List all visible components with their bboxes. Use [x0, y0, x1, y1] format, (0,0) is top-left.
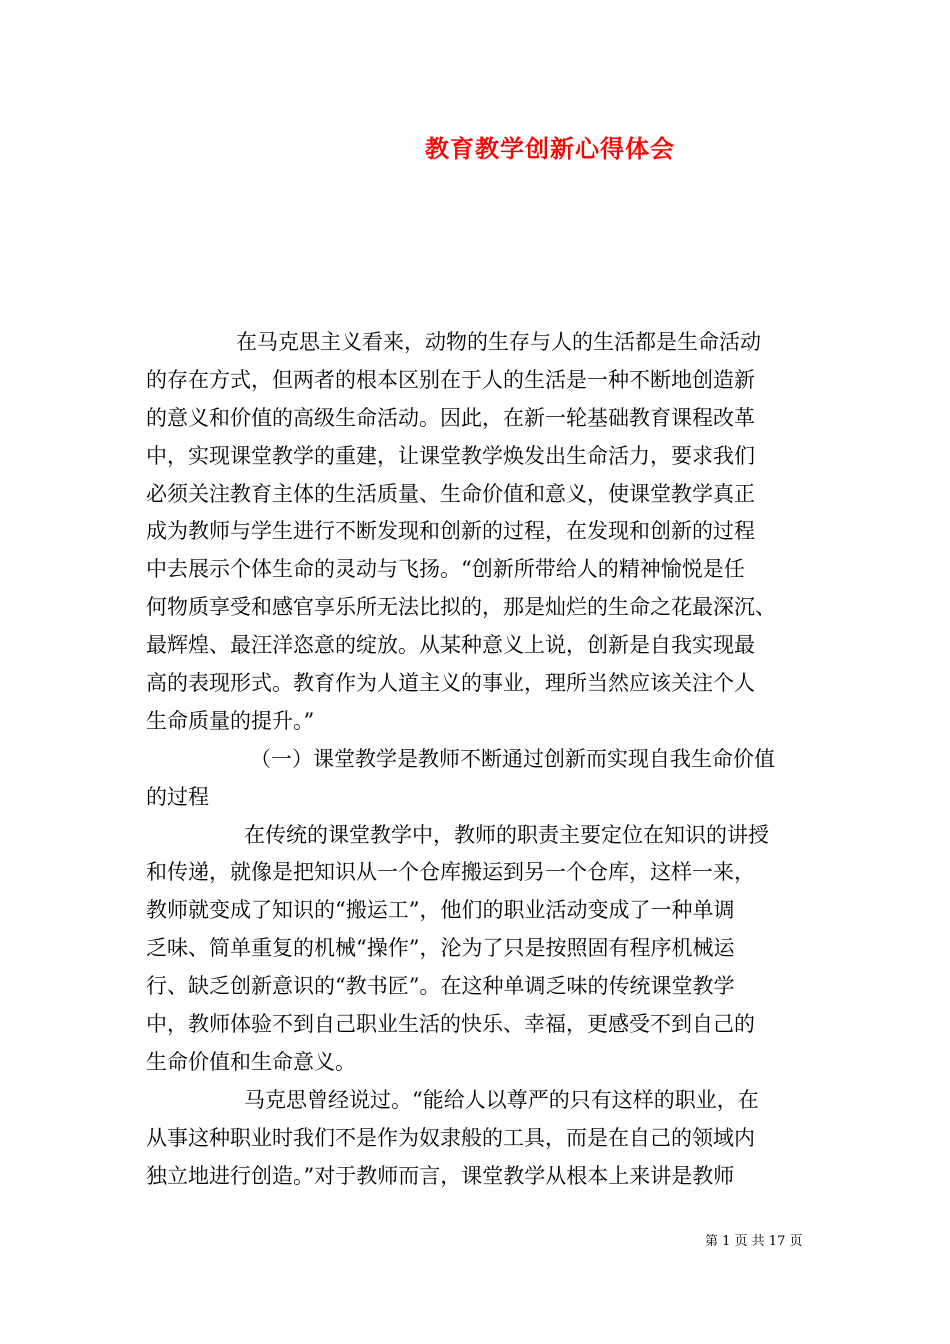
- body-line: 中，实现课堂教学的重建，让课堂教学焕发出生命活力，要求我们: [146, 443, 755, 468]
- body-line: 必须关注教育主体的生活质量、生命价值和意义，使课堂教学真正: [146, 481, 755, 506]
- body-line: 在传统的课堂教学中，教师的职责主要定位在知识的讲授: [244, 822, 769, 847]
- body-line: 中，教师体验不到自己职业生活的快乐、幸福，更感受不到自己的: [146, 1012, 755, 1037]
- body-line: 生命质量的提升。”: [146, 708, 315, 733]
- body-line: 在马克思主义看来，动物的生存与人的生活都是生命活动: [236, 330, 761, 354]
- document-title: 教育教学创新心得体会: [425, 134, 675, 163]
- body-line: 从事这种职业时我们不是作为奴隶般的工具，而是在自己的领域内: [146, 1125, 755, 1150]
- body-line: 高的表现形式。教育作为人道主义的事业，理所当然应该关注个人: [146, 671, 755, 696]
- body-line: 何物质享受和感官享乐所无法比拟的，那是灿烂的生命之花最深沉、: [146, 595, 776, 620]
- body-line: 和传递，就像是把知识从一个仓库搬运到另一个仓库，这样一来，: [146, 860, 755, 885]
- body-line: 生命价值和生命意义。: [146, 1049, 356, 1074]
- body-line: 独立地进行创造。”对于教师而言，课堂教学从根本上来讲是教师: [146, 1163, 735, 1188]
- body-line: 的意义和价值的高级生命活动。因此，在新一轮基础教育课程改革: [146, 405, 755, 430]
- body-line: 马克思曾经说过。“能给人以尊严的只有这样的职业，在: [244, 1087, 759, 1112]
- document-body: [146, 324, 810, 1195]
- body-line: 的存在方式，但两者的根本区别在于人的生活是一种不断地创造新: [146, 367, 755, 392]
- body-line: 乏味、简单重复的机械“操作”，沦为了只是按照固有程序机械运: [146, 936, 735, 961]
- body-line: 最辉煌、最汪洋恣意的绽放。从某种意义上说，创新是自我实现最: [146, 633, 755, 658]
- body-line: 行、缺乏创新意识的“教书匠”。在这种单调乏味的传统课堂教学: [146, 974, 735, 999]
- page-number: 第 1 页 共 17 页: [705, 1234, 803, 1249]
- section-heading-line: （一）课堂教学是教师不断通过创新而实现自我生命价值: [250, 746, 775, 771]
- body-line: 中去展示个体生命的灵动与飞扬。“创新所带给人的精神愉悦是任: [146, 557, 745, 582]
- body-line: 成为教师与学生进行不断发现和创新的过程，在发现和创新的过程: [146, 519, 755, 544]
- body-line: 教师就变成了知识的“搬运工”，他们的职业活动变成了一种单调: [146, 898, 735, 923]
- section-heading-line: 的过程: [146, 784, 209, 809]
